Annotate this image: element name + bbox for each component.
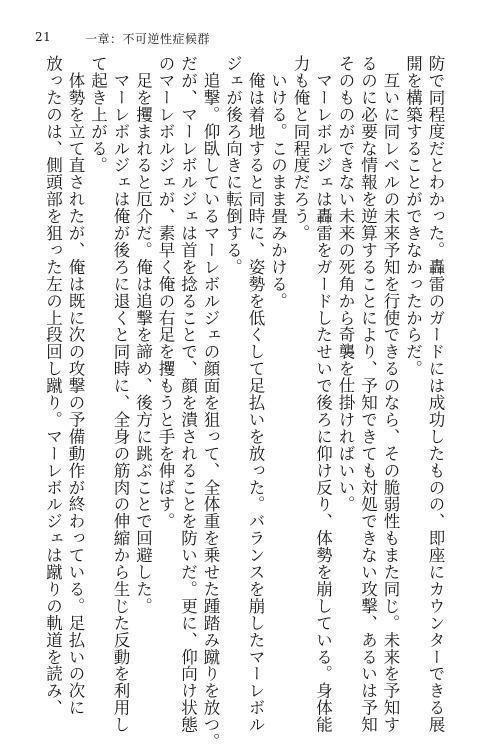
text-line: いける。このまま畳みかける。 [268, 55, 288, 310]
text-line: ジェが後ろ向きに転倒する。 [223, 55, 243, 276]
text-line: 体勢を立て直されたが、俺は既に次の攻撃の予備動作が終わっている。足払いの次に [66, 55, 85, 717]
text-line: 互いに同レベルの未来予知を行使できるのなら、その脆弱性もまた同じ。未来を予知す [381, 55, 400, 733]
text-line: 防で同程度だとわかった。轟雷のガードには成功したものの、即座にカウンターできる展 [426, 55, 445, 733]
body-text [43, 55, 445, 750]
text-line: 力も俺と同程度だろう。 [291, 55, 310, 242]
text-line: だが、マーレボルジェは首を捻ることで、顔を潰されることを防いだ。更に、仰向け状態 [178, 55, 198, 733]
text-line: そのものができない未来の死角から奇襲を仕掛ければいい。 [336, 55, 355, 513]
page-number: 21 [35, 30, 52, 44]
text-line: て起き上がる。 [88, 55, 108, 174]
running-head-title: 一章：不可逆性症候群 [85, 32, 211, 46]
text-line: マーレボルジェは俺が後ろに退くと同時に、全身の筋肉の伸縮から生じた反動を利用し [111, 55, 130, 733]
text-line: マーレボルジェは轟雷をガードしたせいで後ろに仰け反り、体勢を崩している。身体能 [313, 55, 333, 733]
text-line: 俺は着地すると同時に、姿勢を低くして足払いを放った。バランスを崩したマーレボル [246, 55, 265, 733]
text-line: 追撃。仰臥しているマーレボルジェの顔面を狙って、全体重を乗せた踵踏み蹴りを放つ。 [201, 55, 220, 750]
text-line: 足を攫まれると厄介だ。俺は追撃を諦め、後方に跳ぶことで回避した。 [133, 55, 153, 615]
text-line: 開を構築することができなかったからだ。 [403, 55, 423, 378]
text-line: るのに必要な情報を逆算することにより、予知できても対処できない攻撃、あるいは予知 [358, 55, 378, 733]
text-line: のマーレボルジェが、素早く俺の右足を攫もうと手を伸ばす。 [156, 55, 175, 530]
text-line: 放ったのは、側頭部を狙った左の上段回し蹴り。マーレボルジェは蹴りの軌道を読み、 [43, 55, 63, 717]
